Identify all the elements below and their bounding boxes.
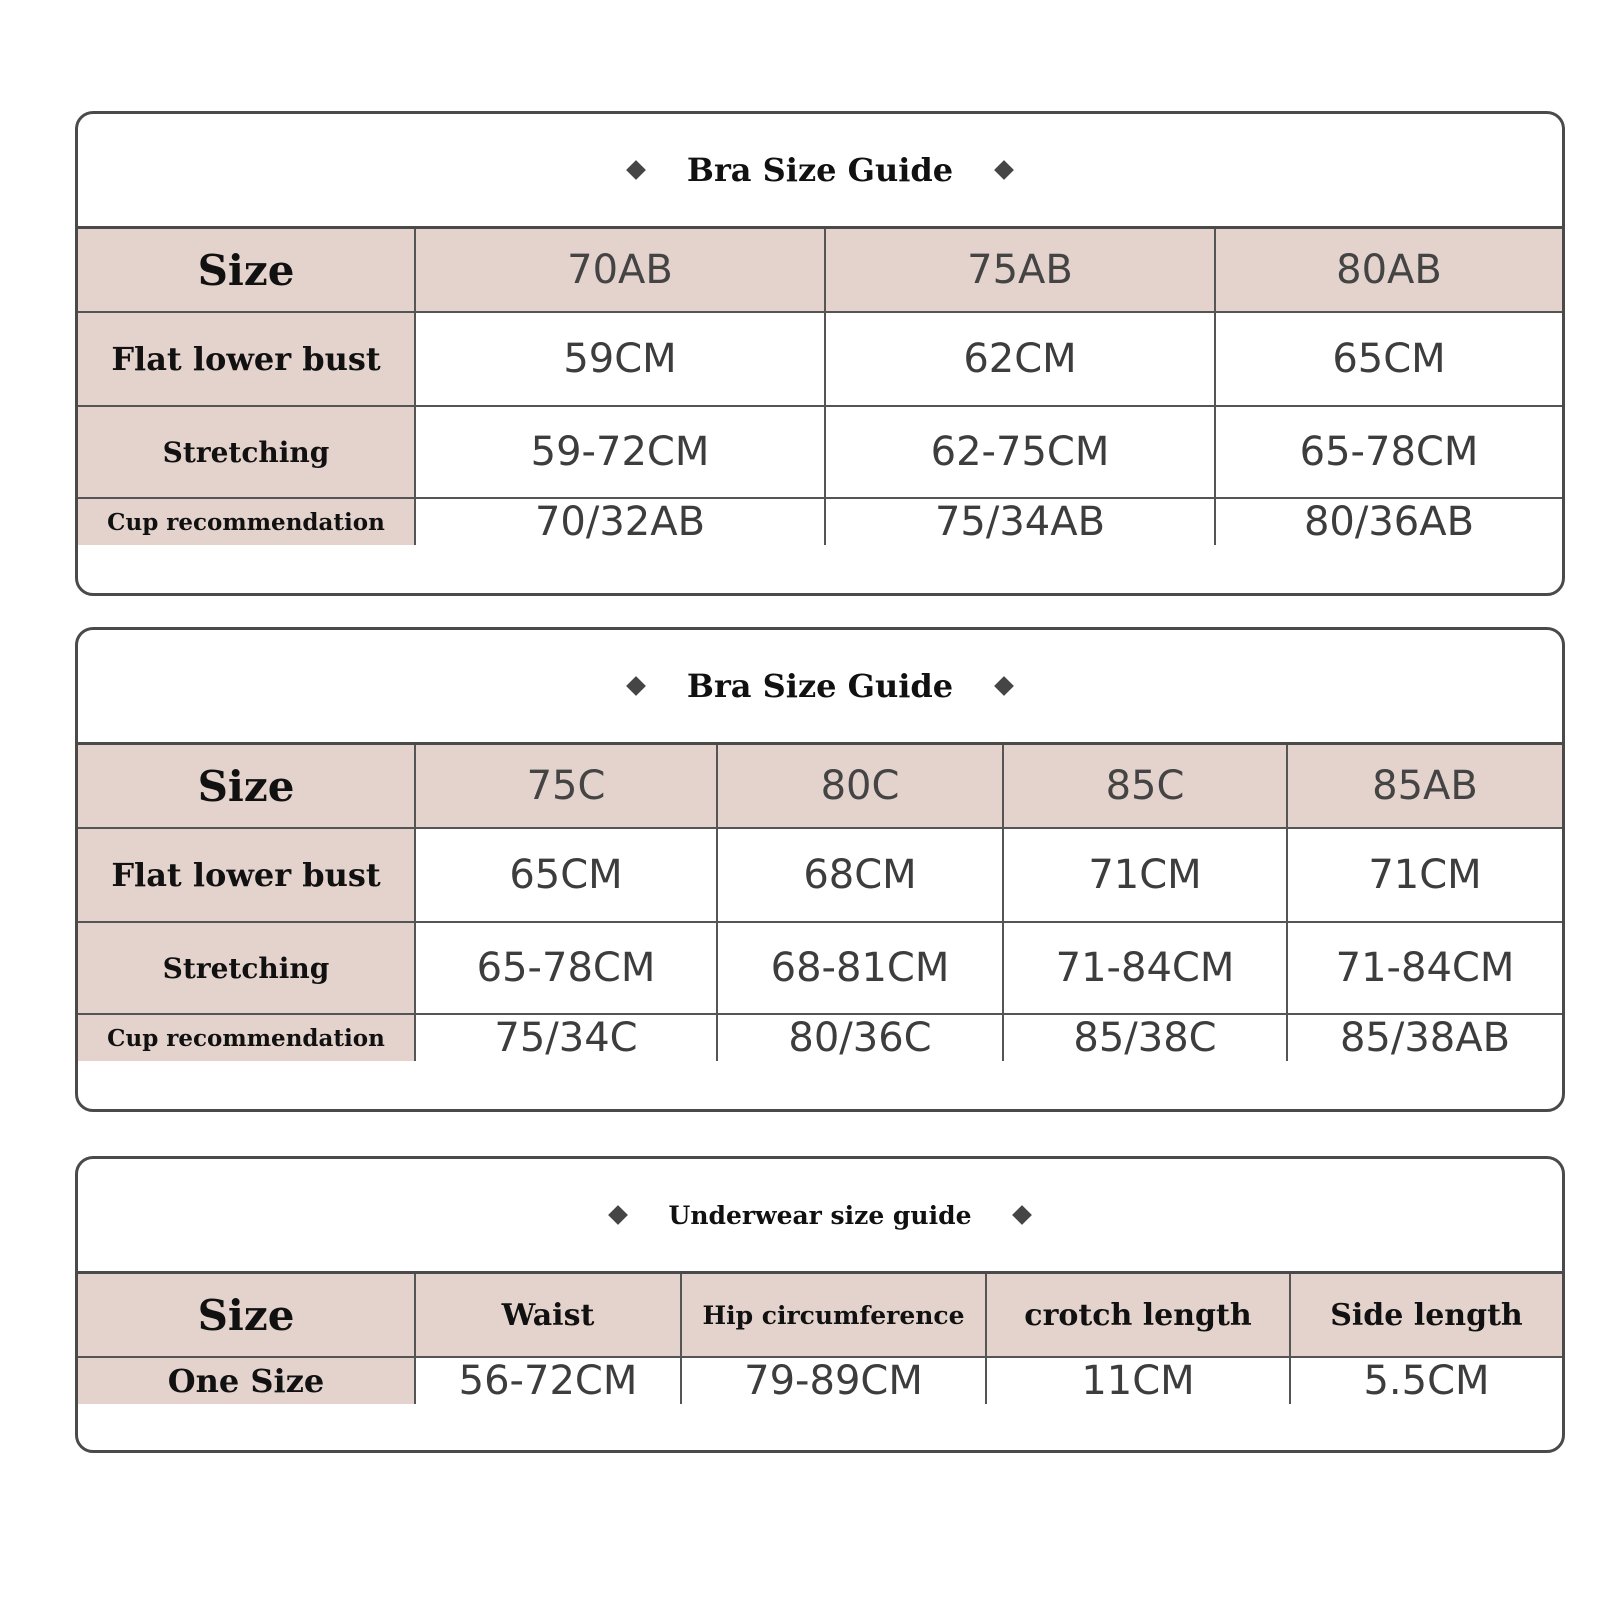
row-label-size: Size	[78, 745, 415, 828]
table-title: Underwear size guide	[668, 1200, 972, 1230]
table-row	[78, 745, 1562, 828]
row-label-stretching: Stretching	[78, 922, 415, 1014]
size-cell: 70AB	[415, 229, 825, 312]
value-cell: 59-72CM	[415, 406, 825, 498]
value-cell: 62-75CM	[825, 406, 1215, 498]
diamond-icon	[626, 676, 646, 696]
bra-size-guide-panel-1	[75, 111, 1565, 596]
size-cell: 75C	[415, 745, 717, 828]
value-cell: 62CM	[825, 312, 1215, 406]
row-label-size: Size	[78, 229, 415, 312]
value-cell: 71-84CM	[1003, 922, 1287, 1014]
panel-title-2	[78, 630, 1562, 745]
value-cell: 59CM	[415, 312, 825, 406]
bra-size-table-1	[78, 229, 1562, 545]
bra-size-table-2	[78, 745, 1562, 1061]
table-row	[78, 498, 1562, 545]
column-header-waist: Waist	[415, 1274, 681, 1357]
table-row	[78, 229, 1562, 312]
value-cell: 68CM	[717, 828, 1003, 922]
table-row	[78, 1274, 1562, 1357]
underwear-size-table	[78, 1274, 1562, 1404]
value-cell: 65CM	[415, 828, 717, 922]
diamond-icon	[994, 160, 1014, 180]
panel-title-3	[78, 1159, 1562, 1274]
value-cell: 85/38C	[1003, 1014, 1287, 1061]
value-cell: 5.5CM	[1363, 1358, 1490, 1404]
value-cell: 71-84CM	[1287, 922, 1562, 1014]
value-cell: 68-81CM	[717, 922, 1003, 1014]
table-row	[78, 406, 1562, 498]
panel-title-1	[78, 114, 1562, 229]
table-row	[78, 312, 1562, 406]
column-header-crotch-length: crotch length	[986, 1274, 1290, 1357]
table-title: Bra Size Guide	[686, 151, 954, 189]
row-label-one-size: One Size	[78, 1357, 415, 1404]
value-cell: 65CM	[1215, 312, 1562, 406]
value-cell: 11CM	[986, 1357, 1290, 1404]
value-cell: 75/34AB	[825, 498, 1215, 545]
value-cell: 80/36C	[717, 1014, 1003, 1061]
value-cell: 85/38AB	[1339, 1015, 1511, 1061]
row-label-stretching: Stretching	[78, 406, 415, 498]
size-cell: 80AB	[1215, 229, 1562, 312]
underwear-size-guide-panel	[75, 1156, 1565, 1453]
table-row	[78, 1357, 1562, 1404]
value-cell: 56-72CM	[415, 1357, 681, 1404]
column-header-side-length: Side length	[1290, 1274, 1562, 1357]
value-cell: 70/32AB	[415, 498, 825, 545]
size-cell: 80C	[717, 745, 1003, 828]
row-label-cup-recommendation: Cup recommendation	[78, 1014, 415, 1061]
row-label-size: Size	[78, 1274, 415, 1357]
diamond-icon	[1013, 1205, 1033, 1225]
table-row	[78, 1014, 1562, 1061]
column-header-hip-circumference: Hip circumference	[681, 1274, 986, 1357]
diamond-icon	[994, 676, 1014, 696]
diamond-icon	[626, 160, 646, 180]
value-cell: 71CM	[1287, 828, 1562, 922]
value-cell: 75/34C	[415, 1014, 717, 1061]
diamond-icon	[608, 1205, 628, 1225]
value-cell: 71CM	[1003, 828, 1287, 922]
table-row	[78, 922, 1562, 1014]
size-cell: 75AB	[825, 229, 1215, 312]
value-cell: 65-78CM	[1215, 406, 1562, 498]
value-cell: 80/36AB	[1303, 499, 1475, 545]
row-label-flat-lower-bust: Flat lower bust	[78, 828, 415, 922]
value-cell: 79-89CM	[681, 1357, 986, 1404]
table-row	[78, 828, 1562, 922]
value-cell: 65-78CM	[415, 922, 717, 1014]
bra-size-guide-panel-2	[75, 627, 1565, 1112]
row-label-flat-lower-bust: Flat lower bust	[78, 312, 415, 406]
table-title: Bra Size Guide	[686, 667, 954, 705]
size-cell: 85C	[1003, 745, 1287, 828]
row-label-cup-recommendation: Cup recommendation	[78, 498, 415, 545]
size-cell: 85AB	[1287, 745, 1562, 828]
